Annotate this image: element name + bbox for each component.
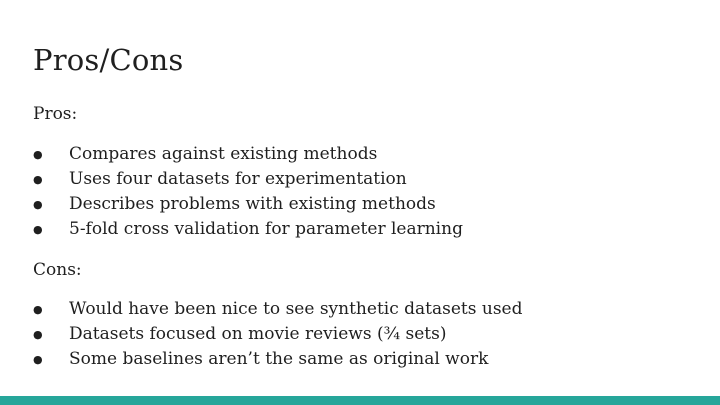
footer-accent-bar	[0, 396, 720, 405]
slide-title: Pros/Cons	[33, 43, 184, 77]
list-item	[33, 167, 463, 192]
list-item	[33, 297, 522, 322]
bullet-icon: ●	[33, 303, 43, 316]
bullet-icon: ●	[33, 328, 43, 341]
list-item	[33, 192, 463, 217]
bullet-icon: ●	[33, 173, 43, 186]
pros-item-text: 5-fold cross validation for parameter learning	[69, 219, 463, 239]
pros-list	[33, 142, 463, 242]
pros-item-text: Uses four datasets for experimentation	[69, 169, 407, 189]
bullet-icon: ●	[33, 198, 43, 211]
list-item	[33, 322, 522, 347]
bullet-icon: ●	[33, 148, 43, 161]
cons-item-text: Some baselines aren’t the same as original work	[69, 349, 489, 369]
cons-item-text: Datasets focused on movie reviews (¾ sets)	[69, 324, 447, 344]
bullet-icon: ●	[33, 353, 43, 366]
list-item	[33, 347, 522, 372]
pros-label: Pros:	[33, 104, 78, 124]
list-item	[33, 217, 463, 242]
pros-item-text: Compares against existing methods	[69, 144, 378, 164]
cons-list	[33, 297, 522, 372]
pros-item-text: Describes problems with existing methods	[69, 194, 436, 214]
cons-item-text: Would have been nice to see synthetic datasets used	[69, 299, 523, 319]
bullet-icon: ●	[33, 223, 43, 236]
cons-label: Cons:	[33, 260, 82, 280]
list-item	[33, 142, 463, 167]
